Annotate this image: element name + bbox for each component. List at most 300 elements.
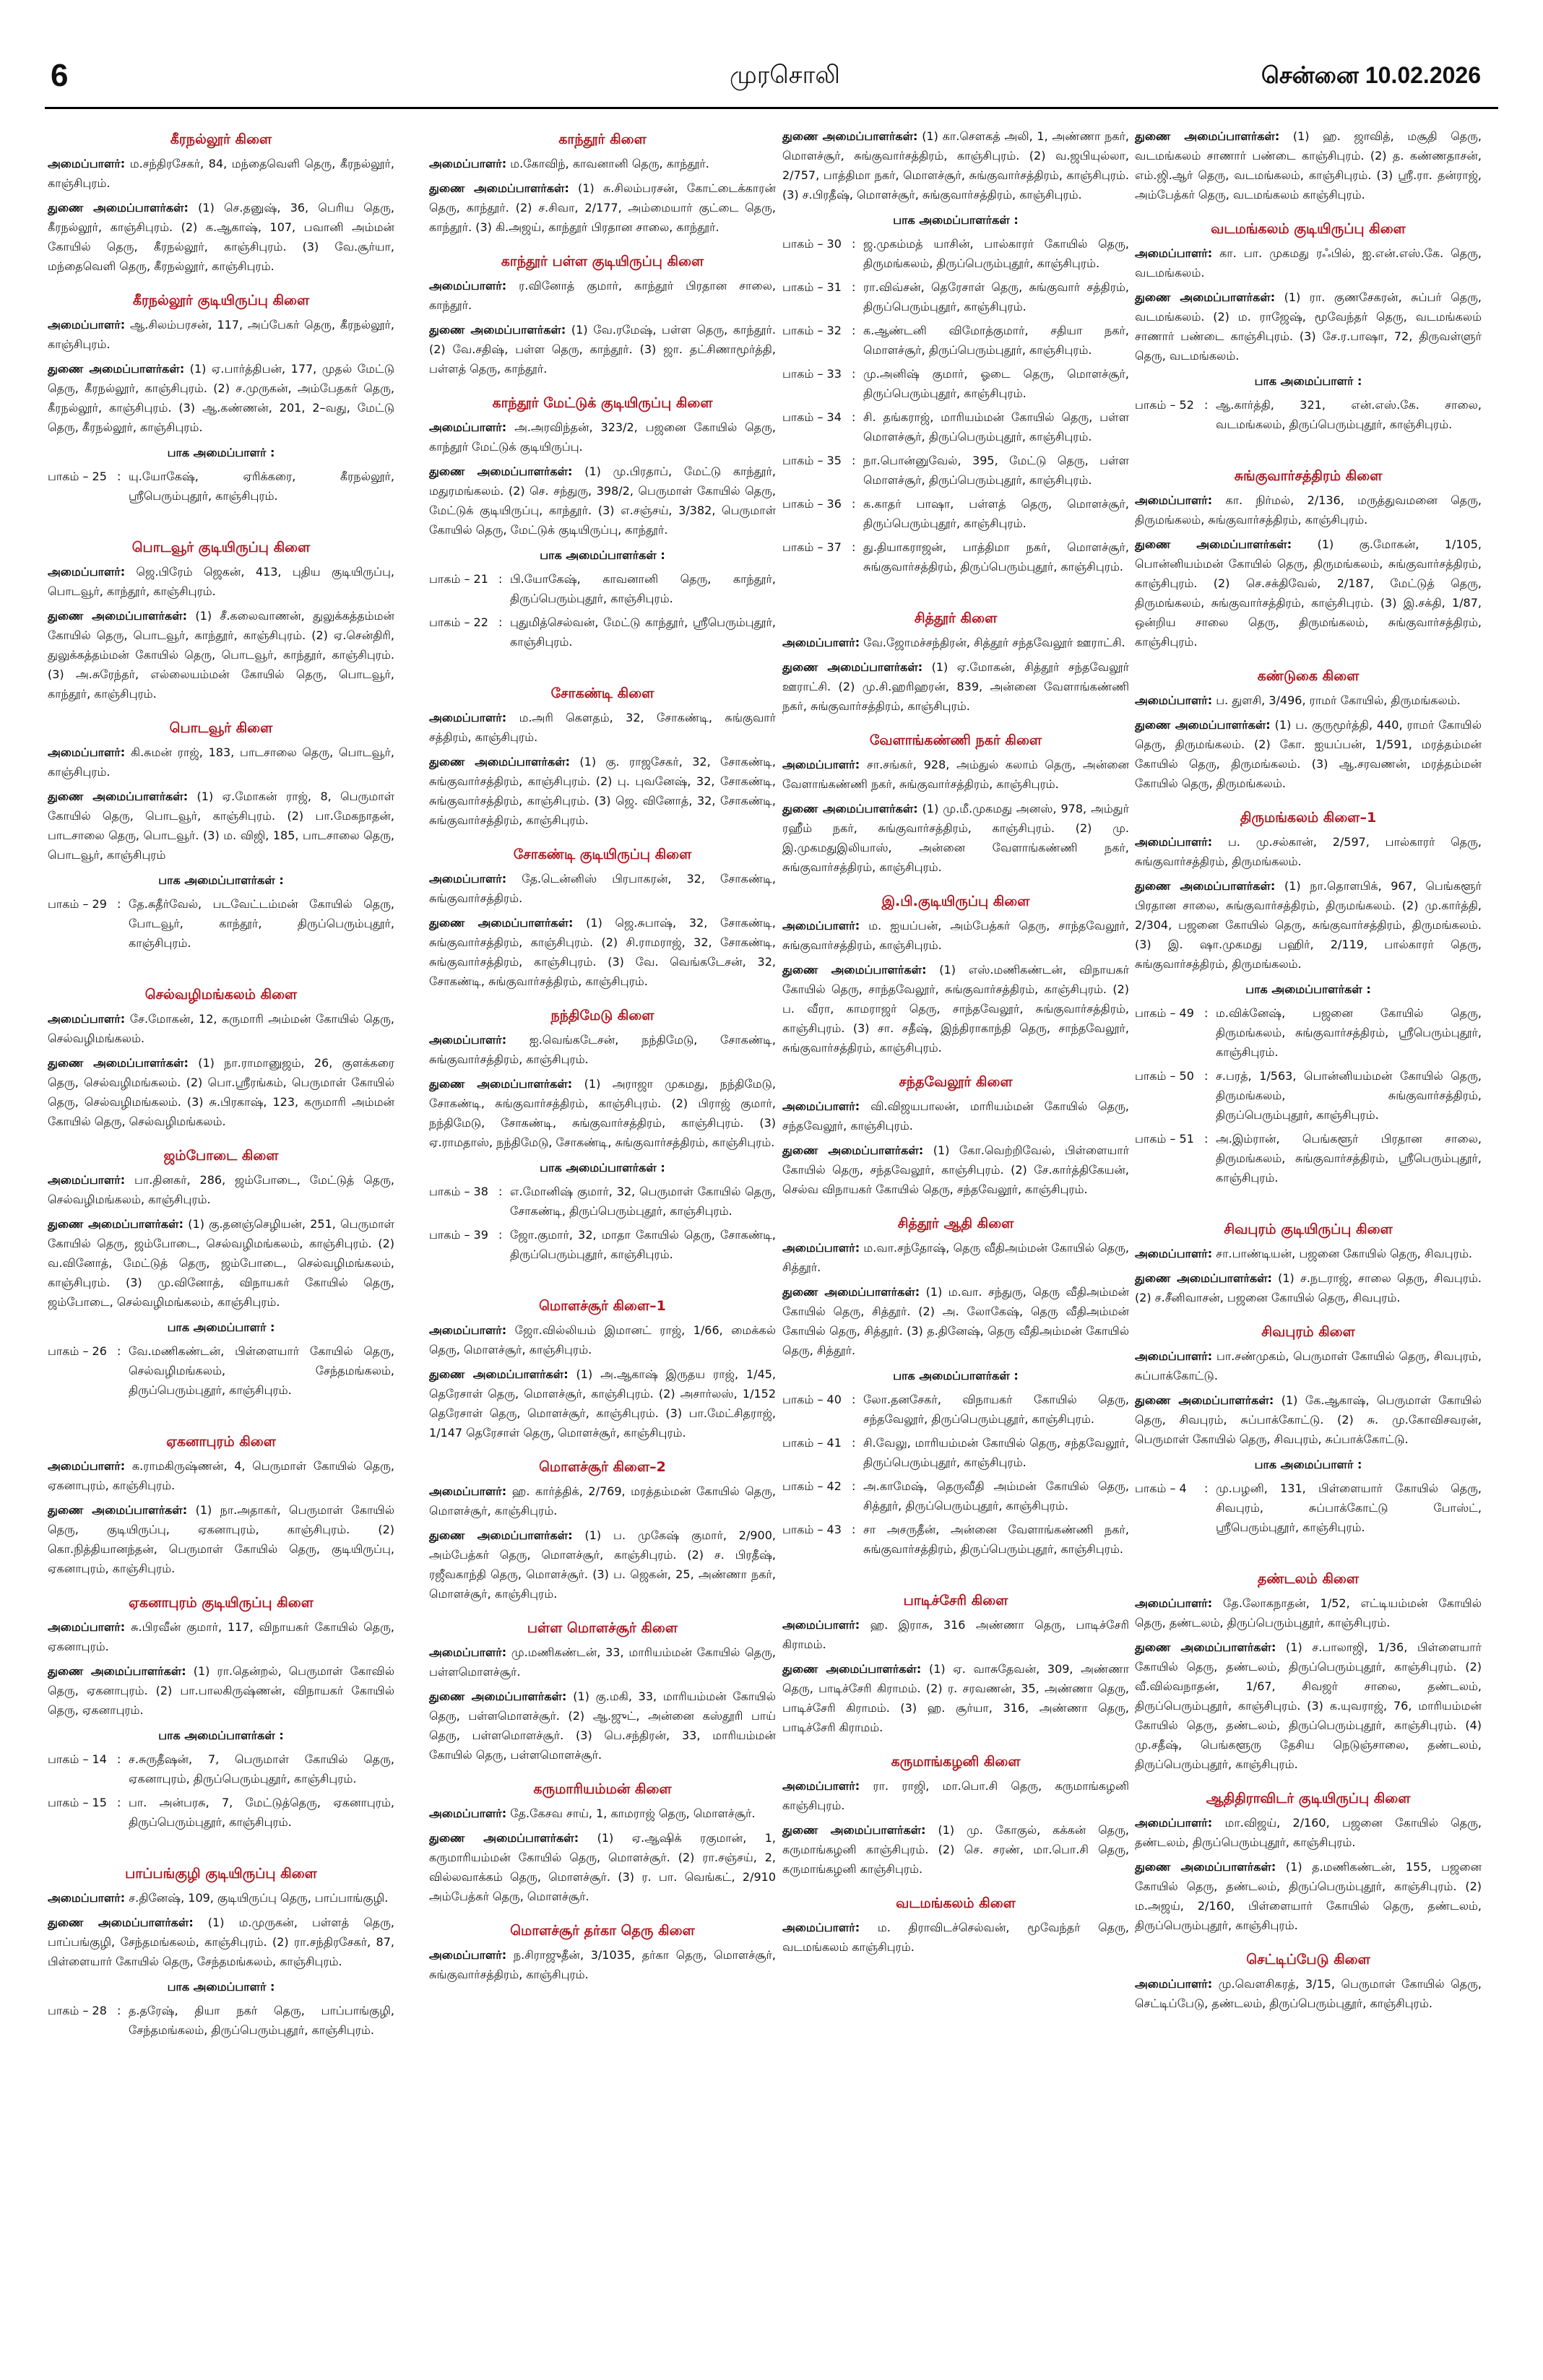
member-paragraph — [48, 1888, 394, 1908]
branch-section — [429, 1005, 776, 1264]
role-label: அமைப்பாளர்: — [429, 872, 507, 886]
branch-section — [782, 891, 1129, 1057]
role-label: அமைப்பாளர்: — [1135, 246, 1213, 260]
role-label: துணை அமைப்பாளர்கள்: — [782, 1285, 920, 1299]
booth-number: பாகம் – 32 — [782, 324, 842, 337]
role-label: துணை அமைப்பாளர்கள்: — [1135, 1271, 1272, 1285]
role-label: துணை அமைப்பாளர்கள்: — [782, 660, 923, 674]
branch-section — [782, 1591, 1129, 1737]
branch-title: வேளாங்கண்ணி நகர் கிளை — [869, 732, 1042, 748]
branch-title: சோகண்டி கிளை — [550, 685, 654, 701]
role-label: துணை அமைப்பாளர்கள்: — [429, 464, 573, 478]
booth-number: பாகம் – 30 — [782, 237, 842, 251]
member-details: ஜோ.வில்லியம் இமானட் ராஜ், 1/66, மைக்கல் தெரு, மொளச்சூர், காஞ்சிபுரம். — [429, 1323, 776, 1356]
member-details: கா. பா. முகமது ரஃபில், ஐ.என்.எஸ்.கே. தெரு, வடமங்கலம். — [1135, 246, 1482, 280]
role-label: துணை அமைப்பாளர்கள்: — [1135, 537, 1292, 551]
booth-number: பாகம் – 37 — [782, 540, 842, 554]
role-label: அமைப்பாளர்: — [1135, 493, 1213, 507]
member-details: ஐ.வெங்கடேசன், நந்திமேடு, சோகண்டி, சுங்குவார்சத்திரம், காஞ்சிபுரம். — [429, 1033, 776, 1066]
booth-heading: பாக அமைப்பாளர் : — [167, 446, 275, 459]
role-label: துணை அமைப்பாளர்கள்: — [782, 802, 918, 815]
member-details: தே.கேசவ சாய், 1, காமராஜ் தெரு, மொளச்சூர். — [506, 1806, 756, 1820]
role-label: அமைப்பாளர்: — [48, 745, 126, 759]
member-details: தே.லோகநாதன், 1/52, எட்டியம்மன் கோயில் தெரு, தண்டலம், திருப்பெரும்புதூர், காஞ்சிபுரம். — [1135, 1596, 1482, 1630]
branch-section — [429, 1779, 776, 1906]
booth-colon: : — [117, 1344, 121, 1358]
branch-title: ஏகனாபுரம் குடியிருப்பு கிளை — [129, 1595, 314, 1611]
branch-title: கண்டுகை கிளை — [1257, 668, 1360, 684]
role-label: அமைப்பாளர்: — [48, 1891, 126, 1905]
role-label: துணை அமைப்பாளர்கள்: — [782, 1823, 926, 1837]
booth-colon: : — [498, 572, 503, 586]
branch-section — [1135, 1569, 1482, 1774]
branch-title: காந்தூர் கிளை — [558, 131, 647, 147]
member-paragraph — [1135, 1390, 1482, 1449]
booth-number: பாகம் – 35 — [782, 454, 842, 467]
member-paragraph — [1135, 832, 1482, 871]
member-paragraph — [48, 198, 394, 276]
member-details: (1) கு.மகி, 33, மாரியம்மன் கோயில் தெரு, பள்ளமொளச்சூர். (2) ஆ.ஜுட், அன்னை கஸ்தூரி பாய் தெரு, பள்ளமொளச்சூர். (3) பெ.சந்திரன், 33, மாரியம்மன் கோயில் தெரு, பள்ளமொளச்சூர். — [429, 1689, 776, 1762]
member-details: (1) ஏ.மோகன் ராஜ், 8, பெருமாள் கோயில் தெரு, பொடவூர், காஞ்சிபுரம். (2) பா.மேகநாதன், பாடசாலை தெரு, பொடவூர். (3) ம. விஜி, 185, பாடசாலை தெரு, பொடவூர், காஞ்சிபுரம் — [48, 789, 394, 862]
booth-colon: : — [852, 454, 856, 467]
role-label: துணை அமைப்பாளர்கள்: — [1135, 1393, 1274, 1407]
booth-number: பாகம் – 29 — [48, 897, 107, 911]
branch-title: இ.பி.குடியிருப்பு கிளை — [881, 893, 1030, 909]
role-label: அமைப்பாளர்: — [429, 1806, 507, 1820]
role-label: அமைப்பாளர்: — [1135, 1349, 1213, 1363]
role-label: துணை அமைப்பாளர்கள்: — [429, 1831, 579, 1845]
member-details: (1) செ.தனுஷ், 36, பெரிய தெரு, கீரநல்லூர், காஞ்சிபுரம். (2) க.ஆகாஷ், 107, பவானி அம்மன் கோயில் தெரு, கீரநல்லூர், காஞ்சிபுரம். (3) வே.சூர்யா, மந்தைவெளி தெரு, கீரநல்லூர், காஞ்சிபுரம். — [48, 201, 394, 273]
booth-heading: பாக அமைப்பாளர்கள் : — [158, 1728, 284, 1742]
branch-title: சிவபுரம் கிளை — [1261, 1324, 1355, 1340]
member-details: (1) ஜெ.சுபாஷ், 32, சோகண்டி, சுங்குவார்சத்திரம், காஞ்சிபுரம். (2) சி.ராமராஜ், 32, சோகண்டி, சுங்குவார்சத்திரம், காஞ்சிபுரம். (3) வே. வெங்கடேசன், 32, சோகண்டி, சுங்குவார்சத்திரம், காஞ்சிபுரம். — [429, 916, 776, 988]
branch-section — [429, 1618, 776, 1765]
booth-colon: : — [852, 1523, 856, 1536]
member-details: மா.விஜய், 2/160, பஜனை கோயில் தெரு, தண்டலம், திருப்பெரும்புதூர், காஞ்சிபுரம். — [1135, 1816, 1482, 1849]
booth-row — [1135, 1479, 1482, 1537]
member-details: சா.பாண்டியன், பஜனை கோயில் தெரு, சிவபுரம். — [1212, 1247, 1472, 1260]
branch-title: பாப்பங்குழி குடியிருப்பு கிளை — [125, 1866, 317, 1882]
booth-row — [782, 451, 1129, 490]
booth-heading: பாக அமைப்பாளர்கள் : — [1245, 982, 1371, 996]
booth-colon: : — [1204, 1006, 1209, 1020]
member-details: ஹ. இராசு, 316 அண்ணா தெரு, பாடிச்சேரி கிராமம். — [782, 1618, 1129, 1651]
branch-section — [429, 683, 776, 830]
booth-row — [1135, 395, 1482, 434]
member-details: மு.மணிகண்டன், 33, மாரியம்மன் கோயில் தெரு, பள்ளமொளச்சூர். — [429, 1645, 776, 1679]
booth-member: க.ஆண்டனி விமோத்குமார், சதியா நகர், மொளச்சூர், திருப்பெரும்புதூர், காஞ்சிபுரம். — [863, 324, 1129, 357]
member-details: (1) எஸ்.மணிகண்டன், விநாயகர் கோயில் தெரு, சாந்தவேலூர், சுங்குவார்சத்திரம், காஞ்சிபுரம். (2) ப. வீரா, காமராஜர் தெரு, சாந்தவேலூர், சுங்குவார்சத்திரம், காஞ்சிபுரம். (3) சா. சதீஷ், இந்திராகாந்தி தெரு, சாந்தவேலூர், சுங்குவார்சத்திரம், காஞ்சிபுரம். — [782, 963, 1129, 1055]
booth-member: எ.மோனிஷ் குமார், 32, பெருமாள் கோயில் தெரு, சோகண்டி, திருப்பெரும்புதூர், காஞ்சிபுரம். — [510, 1185, 776, 1218]
branch-title: காந்தூர் பள்ள குடியிருப்பு கிளை — [501, 254, 704, 269]
role-label: துணை அமைப்பாளர்கள்: — [429, 1077, 573, 1091]
branch-section — [1135, 808, 1482, 1187]
role-label: துணை அமைப்பாளர்கள்: — [429, 755, 571, 769]
role-label: துணை அமைப்பாளர்கள்: — [48, 362, 185, 376]
member-paragraph — [48, 1500, 394, 1578]
member-details: (1) ஏ.ஆஷிக் ரகுமான், 1, கருமாரியம்மன் கோயில் தெரு, மொளச்சூர். (2) ரா.சஞ்சய், 2, வில்லவாக்கம் தெரு, மொளச்சூர். (3) ர. பா. வெங்கட், 2/910 அம்பேத்கர் தெரு, மொளச்சூர். — [429, 1831, 776, 1903]
member-paragraph — [48, 154, 394, 193]
booth-row — [48, 2001, 394, 2040]
role-label: துணை அமைப்பாளர்கள்: — [429, 916, 574, 930]
role-label: அமைப்பாளர்: — [1135, 1977, 1213, 1991]
role-label: துணை அமைப்பாளர்கள்: — [429, 1689, 567, 1703]
booth-number: பாகம் – 14 — [48, 1752, 107, 1766]
member-paragraph — [782, 1141, 1129, 1199]
branch-title: சந்தவேலூர் கிளை — [899, 1074, 1013, 1090]
role-label: அமைப்பாளர்: — [429, 157, 507, 170]
member-paragraph — [48, 1170, 394, 1209]
member-paragraph — [429, 276, 776, 315]
booth-heading: பாக அமைப்பாளர் : — [1254, 374, 1362, 388]
booth-number: பாகம் – 4 — [1135, 1481, 1187, 1495]
role-label: அமைப்பாளர்: — [1135, 1816, 1213, 1830]
booth-heading: பாக அமைப்பாளர் : — [167, 1320, 275, 1334]
role-label: துணை அமைப்பாளர்கள்: — [1135, 879, 1276, 893]
branch-section — [48, 537, 394, 704]
member-details: (1) ரா. குணசேகரன், சுப்பர் தெரு, வடமங்கலம். (2) ம. ராஜேஷ், மூவேந்தர் தெரு, வடமங்கலம் சாணார் பண்டை காஞ்சிபுரம். (3) சே.ர.பாஷா, 72, திருவள்ளுர் தெரு, வடமங்கலம். — [1135, 290, 1482, 363]
member-paragraph — [429, 752, 776, 830]
member-paragraph — [429, 913, 776, 991]
branch-section — [1135, 1788, 1482, 1935]
booth-number: பாகம் – 52 — [1135, 398, 1194, 412]
role-label: துணை அமைப்பாளர்கள்: — [782, 963, 927, 977]
booth-heading: பாக அமைப்பாளர்கள் : — [158, 873, 284, 887]
member-details: (1) அராஜா முகமது, நந்திமேடு, சோகண்டி, சுங்குவார்சத்திரம், காஞ்சிபுரம். (2) பிராஜ் குமார், நந்திமேடு, சோகண்டி, சுங்குவார்சத்திரம், காஞ்சிபுரம். (3) ஏ.ராமதாஸ், நந்திமேடு, சோகண்டி, சுங்குவார்சத்திரம், காஞ்சிபுரம். — [429, 1077, 776, 1149]
member-paragraph — [782, 633, 1129, 652]
member-paragraph — [48, 1617, 394, 1656]
member-paragraph — [1135, 490, 1482, 529]
branch-section — [1135, 1322, 1482, 1537]
member-paragraph — [1135, 126, 1482, 204]
role-label: அமைப்பாளர்: — [782, 1779, 860, 1793]
role-label: அமைப்பாளர்: — [48, 1459, 126, 1473]
role-label: அமைப்பாளர்: — [429, 420, 507, 434]
role-label: அமைப்பாளர்: — [429, 1948, 507, 1962]
branch-title: ஆதிதிராவிடர் குடியிருப்பு கிளை — [1206, 1791, 1411, 1806]
role-label: துணை அமைப்பாளர்கள்: — [1135, 1640, 1276, 1654]
branch-section — [1135, 666, 1482, 793]
booth-member: மு.பழனி, 131, பிள்ளையார் கோயில் தெரு, சிவபுரம், சுப்பாக்கோட்டு போஸ்ட், ஸ்ரீபெரும்புதூர், காஞ்சிபுரம். — [1216, 1481, 1482, 1534]
member-paragraph — [429, 1945, 776, 1984]
branch-section — [1135, 466, 1482, 652]
booth-member: ம.விக்னேஷ், பஜனை கோயில் தெரு, திருமங்கலம், சுங்குவார்சத்திரம், ஸ்ரீபெரும்புதூர், காஞ்சிபுரம். — [1216, 1006, 1482, 1059]
booth-colon: : — [117, 469, 121, 483]
member-details: சே.மோகன், 12, கருமாரி அம்மன் கோயில் தெரு, செல்வழிமங்கலம். — [48, 1012, 394, 1045]
booth-heading: பாக அமைப்பாளர்கள் : — [540, 548, 665, 562]
booth-colon: : — [852, 1479, 856, 1493]
member-details: ம.கோவிந், காவனானி தெரு, காந்தூர். — [506, 157, 709, 170]
role-label: துணை அமைப்பாளர்கள்: — [1135, 1860, 1276, 1874]
member-details: (1) சு.சிலம்பரசன், கோட்டைக்காரன் தெரு, காந்தூர். (2) ச.சிவா, 2/177, அம்மையார் குட்டை தெரு, காந்தூர். (3) கி.அஜய், காந்தூர் பிரதான சாலை, காந்தூர். — [429, 181, 776, 234]
branch-section — [429, 129, 776, 237]
booth-row — [48, 894, 394, 953]
booth-member: தே.சுதீர்வேல், படவேட்டம்மன் கோயில் தெரு, போடவூர், காந்தூர், திருப்பெரும்புதூர், காஞ்சிபுரம். — [129, 897, 394, 950]
role-label: துணை அமைப்பாளர்கள்: — [782, 1143, 924, 1157]
member-details: கி.சுமன் ராஜ், 183, பாடசாலை தெரு, பொடவூர், காஞ்சிபுரம். — [48, 745, 394, 779]
role-label: துணை அமைப்பாளர்கள்: — [782, 129, 918, 143]
member-paragraph — [1135, 1857, 1482, 1935]
branch-title: ஜம்போடை கிளை — [163, 1148, 279, 1164]
newspaper-name: முரசொலி — [730, 61, 840, 90]
branch-title: மொளச்சூர் தர்கா தெரு கிளை — [510, 1923, 695, 1939]
role-label: துணை அமைப்பாளர்கள்: — [48, 1664, 186, 1678]
branch-title: பொடவூர் குடியிருப்பு கிளை — [131, 540, 311, 555]
role-label: அமைப்பாளர்: — [48, 1620, 126, 1634]
member-details: (1) ச.நடராஜ், சாலை தெரு, சிவபுரம். (2) ச.சீனிவாசன், பஜனை கோயில் தெரு, சிவபுரம். — [1135, 1271, 1482, 1304]
booth-row — [1135, 1003, 1482, 1062]
member-paragraph — [429, 1828, 776, 1906]
booth-colon: : — [1204, 398, 1209, 412]
booth-number: பாகம் – 15 — [48, 1796, 107, 1809]
booth-member: புதுமித்செல்வன், மேட்டு காந்தூர், ஸ்ரீபெரும்புதூர், காஞ்சிபுரம். — [510, 615, 776, 649]
member-details: (1) த.மணிகண்டன், 155, பஜனை கோயில் தெரு, தண்டலம், திருப்பெரும்புதூர், காஞ்சிபுரம். (2) ம.அஜய், 2/160, பிள்ளையார் கோயில் தெரு, தண்டலம், திருப்பெரும்புதூர், காஞ்சிபுரம். — [1135, 1860, 1482, 1932]
booth-member: ஜ.முகம்மத் யாசின், பால்காரர் கோயில் தெரு, திருமங்கலம், திருப்பெரும்புதூர், காஞ்சிபுரம். — [863, 237, 1129, 270]
member-details: (1) ப. முகேஷ் குமார், 2/900, அம்பேத்கர் தெரு, மொளச்சூர், காஞ்சிபுரம். (2) ச. பிரதீஷ், ரஜீவகாந்தி தெரு, மொளச்சூர். (3) ப. ஜெகன், 25, அண்ணா நகர், மொளச்சூர், காஞ்சிபுரம். — [429, 1528, 776, 1601]
role-label: அமைப்பாளர்: — [429, 1323, 507, 1337]
booth-number: பாகம் – 36 — [782, 497, 842, 511]
branch-section — [429, 251, 776, 378]
branch-section — [782, 1893, 1129, 1957]
booth-member: மு.அனிஷ் குமார், ஓடை தெரு, மொளச்சூர், திருப்பெரும்புதூர், காஞ்சிபுரம். — [863, 367, 1129, 400]
role-label: துணை அமைப்பாளர்கள்: — [48, 1503, 188, 1517]
member-details: (1) ஹ. ஜாவித், மசூதி தெரு, வடமங்கலம் சாணார் பண்டை காஞ்சிபுரம். (2) த. கண்ணதாசன், எம்.ஜி.ஆர் தெரு, வடமங்கலம், காஞ்சிபுரம். (3) ஸ்ரீ.ரா. தன்ராஜ், அம்பேத்கர் தெரு, வடமங்கலம் காஞ்சிபுரம். — [1135, 129, 1482, 202]
member-paragraph — [429, 1804, 776, 1823]
member-details: பா.தினகர், 286, ஜம்போடை, மேட்டுத் தெரு, செல்வழிமங்கலம், காஞ்சிபுரம். — [48, 1173, 394, 1206]
branch-title: சுங்குவார்சத்திரம் கிளை — [1234, 468, 1383, 484]
member-details: (1) கா.செளகத் அலி, 1, அண்ணா நகர், மொளச்சூர், சுங்குவார்சத்திரம், காஞ்சிபுரம். (2) வ.ஜபியுல்லா, 2/757, பாத்திமா நகர், மொளச்சூர், சுங்குவார்சத்திரம், காஞ்சிபுரம். (3) ச.பிரதீஷ், மொளச்சூர், சுங்குவார்சத்திரம், காஞ்சிபுரம். — [782, 129, 1129, 202]
member-paragraph — [48, 1661, 394, 1720]
branch-title: ஏகனாபுரம் கிளை — [166, 1434, 276, 1450]
branch-title: திருமங்கலம் கிளை–1 — [1240, 810, 1377, 826]
booth-row — [782, 1476, 1129, 1515]
role-label: துணை அமைப்பாளர்கள்: — [48, 789, 189, 803]
member-details: (1) மு.மீ.முகமது அனஸ், 978, அம்துர் ரஹீம் நகர், சுங்குவார்சத்திரம், காஞ்சிபுரம். (2) மு. இ.முகமதுஇலியாஸ், அன்னை வேளாங்கண்ணி நகர், சுங்குவார்சத்திரம், காஞ்சிபுரம். — [782, 802, 1129, 874]
member-details: அ.அரவிந்தன், 323/2, பஜனை கோயில் தெரு, காந்தூர் மேட்டுக் குடியிருப்பு. — [429, 420, 776, 454]
branch-section — [429, 1921, 776, 1984]
booth-member: யு.யோகேஷ், ஏரிக்கரை, கீரநல்லூர், ஸ்ரீபெரும்புதூர், காஞ்சிபுரம். — [129, 469, 394, 503]
branch-section — [429, 844, 776, 991]
branch-title: கீரநல்லூர் கிளை — [170, 131, 272, 147]
member-paragraph — [1135, 715, 1482, 793]
booth-number: பாகம் – 43 — [782, 1523, 842, 1536]
booth-heading: பாக அமைப்பாளர் : — [167, 1980, 275, 1994]
booth-colon: : — [852, 497, 856, 511]
role-label: அமைப்பாளர்: — [429, 1484, 507, 1498]
branch-section — [782, 1072, 1129, 1199]
booth-row — [48, 1793, 394, 1832]
column-2 — [429, 126, 776, 2373]
booth-row — [782, 1520, 1129, 1559]
member-paragraph — [429, 1643, 776, 1682]
booth-number: பாகம் – 31 — [782, 280, 842, 294]
member-paragraph — [782, 1096, 1129, 1135]
booth-colon: : — [117, 1752, 121, 1766]
booth-member: ஜோ.குமார், 32, மாதா கோயில் தெரு, சோகண்டி, திருப்பெரும்புதூர், காஞ்சிபுரம். — [510, 1228, 776, 1261]
booth-number: பாகம் – 28 — [48, 2004, 107, 2017]
member-paragraph — [782, 1776, 1129, 1815]
booth-member: வே.மணிகண்டன், பிள்ளையார் கோயில் தெரு, செல்வழிமங்கலம், சேந்தமங்கலம், திருப்பெரும்புதூர், காஞ்சிபுரம். — [129, 1344, 394, 1397]
member-paragraph — [429, 1687, 776, 1765]
member-details: ப. மு.சல்கான், 2/597, பால்காரர் தெரு, சுங்குவார்சத்திரம், திருமங்கலம். — [1135, 835, 1482, 868]
booth-colon: : — [852, 324, 856, 337]
column-3 — [782, 126, 1129, 2373]
booth-colon: : — [852, 367, 856, 381]
booth-colon: : — [117, 1796, 121, 1809]
member-paragraph — [429, 869, 776, 908]
role-label: அமைப்பாளர்: — [782, 1241, 860, 1255]
member-paragraph — [1135, 243, 1482, 282]
member-paragraph — [48, 315, 394, 354]
branch-title: கருமாரியம்மன் கிளை — [533, 1781, 672, 1797]
booth-number: பாகம் – 33 — [782, 367, 842, 381]
role-label: துணை அமைப்பாளர்கள்: — [48, 201, 189, 215]
booth-row — [782, 277, 1129, 316]
member-details: (1) வே.ரமேஷ், பள்ள தெரு, காந்தூர். (2) வே.சதிஷ், பள்ள தெரு, காந்தூர். (3) ஜா. தட்சிணாமூர்த்தி, பள்ளத் தெரு, காந்தூர். — [429, 323, 776, 376]
branch-title: கீரநல்லூர் குடியிருப்பு கிளை — [132, 293, 310, 308]
role-label: துணை அமைப்பாளர்கள்: — [1135, 718, 1271, 732]
branch-title: மொளச்சூர் கிளை–2 — [539, 1459, 666, 1475]
booth-colon: : — [117, 2004, 121, 2017]
booth-row — [429, 613, 776, 652]
booth-row — [48, 467, 394, 506]
branch-title: செல்வழிமங்கலம் கிளை — [144, 987, 298, 1003]
booth-colon: : — [498, 615, 503, 629]
branch-section — [1135, 1950, 1482, 2013]
booth-colon: : — [852, 237, 856, 251]
branch-section — [48, 1432, 394, 1578]
role-label: துணை அமைப்பாளர்கள்: — [48, 1916, 194, 1929]
branch-title: சித்தூர் கிளை — [914, 610, 998, 626]
member-details: க.ராமகிருஷ்ணன், 4, பெருமாள் கோயில் தெரு, ஏகனாபுரம், காஞ்சிபுரம். — [48, 1459, 394, 1492]
member-details: பா.சண்முகம், பெருமாள் கோயில் தெரு, சிவபுரம், சுப்பாக்கோட்டு. — [1135, 1349, 1482, 1382]
member-paragraph — [1135, 1593, 1482, 1632]
role-label: துணை அமைப்பாளர்கள்: — [48, 1217, 183, 1231]
member-details: (1) நா.அதாகர், பெருமாள் கோயில் தெரு, குடியிருப்பு, ஏகனாபுரம், காஞ்சிபுரம். (2) கொ.நித்தியானந்தன், பெருமாள் கோயில் தெரு, குடியிருப்பு, ஏகனாபுரம், காஞ்சிபுரம். — [48, 1503, 394, 1575]
booth-number: பாகம் – 42 — [782, 1479, 842, 1493]
branch-section — [782, 1752, 1129, 1879]
booth-colon: : — [117, 897, 121, 911]
member-paragraph — [48, 606, 394, 704]
booth-member: நா.பொன்னுவேல், 395, மேட்டு தெரு, பள்ள மொளச்சூர், திருப்பெரும்புதூர், காஞ்சிபுரம். — [863, 454, 1129, 487]
member-details: (1) நா.ராமானுஜம், 26, குளக்கரை தெரு, செல்வழிமங்கலம். (2) பொ.ஸ்ரீரங்கம், பெருமாள் கோயில் தெரு, செல்வழிமங்கலம். (3) சு.பிரகாஷ், 123, கருமாரி அம்மன் கோயில் தெரு, செல்வழிமங்கலம். — [48, 1056, 394, 1128]
member-paragraph — [429, 1074, 776, 1152]
member-details: (1) கு. ராஜசேகர், 32, சோகண்டி, சுங்குவார்சத்திரம், காஞ்சிபுரம். (2) பு. புவனேஷ், 32, சோகண்டி, சுங்குவார்சத்திரம், காஞ்சிபுரம். (3) ஜெ. வினோத், 32, சோகண்டி, சுங்குவார்சத்திரம், காஞ்சிபுரம். — [429, 755, 776, 827]
member-details: (1) கு.தனஞ்செழியன், 251, பெருமாள் கோயில் தெரு, ஜம்போடை, செல்வழிமங்கலம், காஞ்சிபுரம். (2) வ.வினோத், மேட்டுத் தெரு, ஜம்போடை, செல்வழிமங்கலம், காஞ்சிபுரம். (3) மு.வினோத், விநாயகர் கோயில் தெரு, ஜம்போடை, செல்வழிமங்கலம், காஞ்சிபுரம். — [48, 1217, 394, 1309]
booth-number: பாகம் – 25 — [48, 469, 107, 483]
branch-title: சோகண்டி குடியிருப்பு கிளை — [513, 847, 692, 862]
role-label: துணை அமைப்பாளர்கள்: — [782, 1662, 922, 1676]
booth-row — [782, 494, 1129, 533]
role-label: அமைப்பாளர்: — [48, 318, 126, 332]
member-paragraph — [782, 1918, 1129, 1957]
branch-section — [1135, 219, 1482, 434]
booth-row — [782, 364, 1129, 403]
member-paragraph — [1135, 1244, 1482, 1263]
member-paragraph — [1135, 535, 1482, 652]
page-header — [0, 0, 1543, 108]
member-paragraph — [429, 320, 776, 378]
role-label: அமைப்பாளர்: — [48, 1173, 126, 1187]
booth-colon: : — [498, 1228, 503, 1242]
booth-heading: பாக அமைப்பாளர்கள் : — [540, 1161, 665, 1174]
branch-title: செட்டிப்பேடு கிளை — [1246, 1952, 1370, 1968]
member-details: ம.அரி கௌதம், 32, சோகண்டி, சுங்குவார் சத்திரம், காஞ்சிபுரம். — [429, 711, 776, 744]
branch-title: காந்தூர் மேட்டுக் குடியிருப்பு கிளை — [492, 395, 713, 411]
role-label: அமைப்பாளர்: — [429, 711, 507, 724]
role-label: அமைப்பாளர்: — [1135, 835, 1213, 849]
member-paragraph — [782, 657, 1129, 716]
booth-row — [782, 407, 1129, 446]
booth-colon: : — [852, 410, 856, 424]
branch-section — [1135, 126, 1482, 204]
member-details: (1) நா.தொளபிக், 967, பெங்களூர் பிரதான சாலை, சுங்குவார்சத்திரம், திருமங்கலம். (2) மு.கார்த்தி, 2/304, பஜனை கோயில் தெரு, சுங்குவார்சத்திரம், திருமங்கலம். (3) இ. ஷா.முகமது பஹிர், 2/119, பால்காரர் தெரு, சுங்குவார்சத்திரம், திருமங்கலம். — [1135, 879, 1482, 971]
booth-member: சி.வேலு, மாரியம்மன் கோயில் தெரு, சந்தவேலூர், திருப்பெரும்புதூர், காஞ்சிபுரம். — [863, 1436, 1129, 1469]
member-paragraph — [782, 1659, 1129, 1737]
booth-member: பி.யோகேஷ், காவனானி தெரு, காந்தூர், திருப்பெரும்புதூர், காஞ்சிபுரம். — [510, 572, 776, 605]
column-4 — [1135, 126, 1482, 2373]
booth-colon: : — [1204, 1132, 1209, 1146]
member-details: (1) ரா.தென்றல், பெருமாள் கோவில் தெரு, ஏகனாபுரம். (2) பா.பாலகிருஷ்ணன், விநாயகர் கோயில் தெரு, ஏகனாபுரம். — [48, 1664, 394, 1717]
booth-colon: : — [852, 1393, 856, 1406]
member-paragraph — [782, 755, 1129, 794]
member-paragraph — [48, 562, 394, 601]
branch-title: கருமாங்கழனி கிளை — [891, 1754, 1021, 1770]
role-label: அமைப்பாளர்: — [1135, 1247, 1213, 1260]
member-paragraph — [782, 126, 1129, 204]
member-details: ர.வினோத் குமார், காந்தூர் பிரதான சாலை, காந்தூர். — [429, 279, 776, 312]
booth-row — [48, 1341, 394, 1400]
member-paragraph — [1135, 1974, 1482, 2013]
branch-section — [48, 129, 394, 276]
booth-member: க.காதர் பாஷா, பள்ளத் தெரு, மொளச்சூர், திருப்பெரும்புதூர், காஞ்சிபுரம். — [863, 497, 1129, 530]
role-label: அமைப்பாளர்: — [429, 1033, 507, 1047]
member-details: (1) ம.வா. சந்துரு, தெரு வீதிஅம்மன் கோயில் தெரு, சித்தூர். (2) அ. லோகேஷ், தெரு வீதிஅம்மன் கோயில் தெரு, சித்தூர். (3) த.தினேஷ், தெரு வீதிஅம்மன் கோயில் தெரு, சித்தூர். — [782, 1285, 1129, 1357]
booth-member: சா அசருதீன், அன்னை வேளாங்கண்ணி நகர், சுங்குவார்சத்திரம், திருப்பெரும்புதூர், காஞ்சிபுரம். — [863, 1523, 1129, 1556]
member-paragraph — [1135, 1268, 1482, 1307]
role-label: அமைப்பாளர்: — [782, 1921, 860, 1934]
booth-member: லோ.தனசேகர், விநாயகர் கோயில் தெரு, சந்தவேலூர், திருப்பெரும்புதூர், காஞ்சிபுரம். — [863, 1393, 1129, 1426]
branch-title: தண்டலம் கிளை — [1257, 1571, 1360, 1587]
member-paragraph — [429, 708, 776, 747]
booth-heading: பாக அமைப்பாளர்கள் : — [893, 213, 1019, 227]
branch-section — [48, 1864, 394, 2040]
member-details: (1) ஏ.பார்த்திபன், 177, முதல் மேட்டு தெரு, கீரநல்லூர், காஞ்சிபுரம். (2) ச.முருகன், அம்பேதகர் தெரு, கீரநல்லூர், காஞ்சிபுரம். (3) ஆ.கண்ணன், 201, 2–வது, மேட்டு தெரு, கீரநல்லூர், காஞ்சிபுரம். — [48, 362, 394, 434]
member-details: (1) ஏ. வாசுதேவன், 309, அண்ணா தெரு, பாடிச்சேரி கிராமம். (2) ர. சரவணன், 35, அண்ணா தெரு, பாடிச்சேரி கிராமம். (3) ஹ. சூர்யா, 316, அண்ணா தெரு, பாடிச்சேரி கிராமம். — [782, 1662, 1129, 1734]
member-paragraph — [1135, 1637, 1482, 1774]
booth-row — [429, 1182, 776, 1221]
booth-member: து.தியாகராஜன், பாத்திமா நகர், மொளச்சூர், சுங்குவார்சத்திரம், திருப்பெரும்புதூர், காஞ்சிபுரம். — [863, 540, 1129, 574]
member-details: ச.தினேஷ், 109, குடியிருப்பு தெரு, பாப்பாங்குழி. — [125, 1891, 389, 1905]
member-details: மு.வெளசிகரத், 3/15, பெருமாள் கோயில் தெரு, செட்டிப்பேடு, தண்டலம், திருப்பெரும்புதூர், காஞ்சிபுரம். — [1135, 1977, 1482, 2010]
booth-colon: : — [852, 1436, 856, 1450]
member-details: சா.சங்கர், 928, அம்துல் கலாம் தெரு, அன்னை வேளாங்கண்ணி நகர், சுங்குவார்சத்திரம், காஞ்சிபுரம். — [782, 758, 1129, 791]
role-label: துணை அமைப்பாளர்கள்: — [48, 609, 188, 623]
branch-section — [429, 393, 776, 652]
booth-heading: பாக அமைப்பாளர்கள் : — [893, 1369, 1019, 1382]
booth-row — [1135, 1066, 1482, 1125]
booth-member: ரா.விவ்சன், தெரேசாள் தெரு, சுங்குவார் சத்திரம், திருப்பெரும்புதூர், காஞ்சிபுரம். — [863, 280, 1129, 313]
member-details: (1) ம.முருகன், பள்ளத் தெரு, பாப்பங்குழி, சேந்தமங்கலம், காஞ்சிபுரம். (2) ரா.சந்திரசேகர், 87, பிள்ளையார் கோயில் தெரு, சேந்தமங்கலம், காஞ்சிபுரம். — [48, 1916, 394, 1968]
member-details: ஜெ.பிரேம் ஜெகன், 413, புதிய குடியிருப்பு, பொடவூர், காந்தூர், காஞ்சிபுரம். — [48, 565, 394, 598]
member-paragraph — [1135, 876, 1482, 974]
member-details: (1) ப. குருமூர்த்தி, 440, ராமர் கோயில் தெரு, திருமங்கலம். (2) கோ. ஐயப்பன், 1/591, மரத்தம்மன் கோயில் தெரு, திருமங்கலம். (3) ஆ.சரவணன், மரத்தம்மன் கோயில் தெரு, திருமங்கலம். — [1135, 718, 1482, 790]
member-details: ம. ஐயப்பன், அம்பேத்கர் தெரு, சாந்தவேலூர், சுங்குவார்சத்திரம், காஞ்சிபுரம். — [782, 919, 1129, 952]
branch-title: நந்திமேடு கிளை — [550, 1008, 654, 1024]
member-paragraph — [429, 462, 776, 540]
booth-colon: : — [498, 1185, 503, 1198]
role-label: அமைப்பாளர்: — [782, 1618, 860, 1632]
